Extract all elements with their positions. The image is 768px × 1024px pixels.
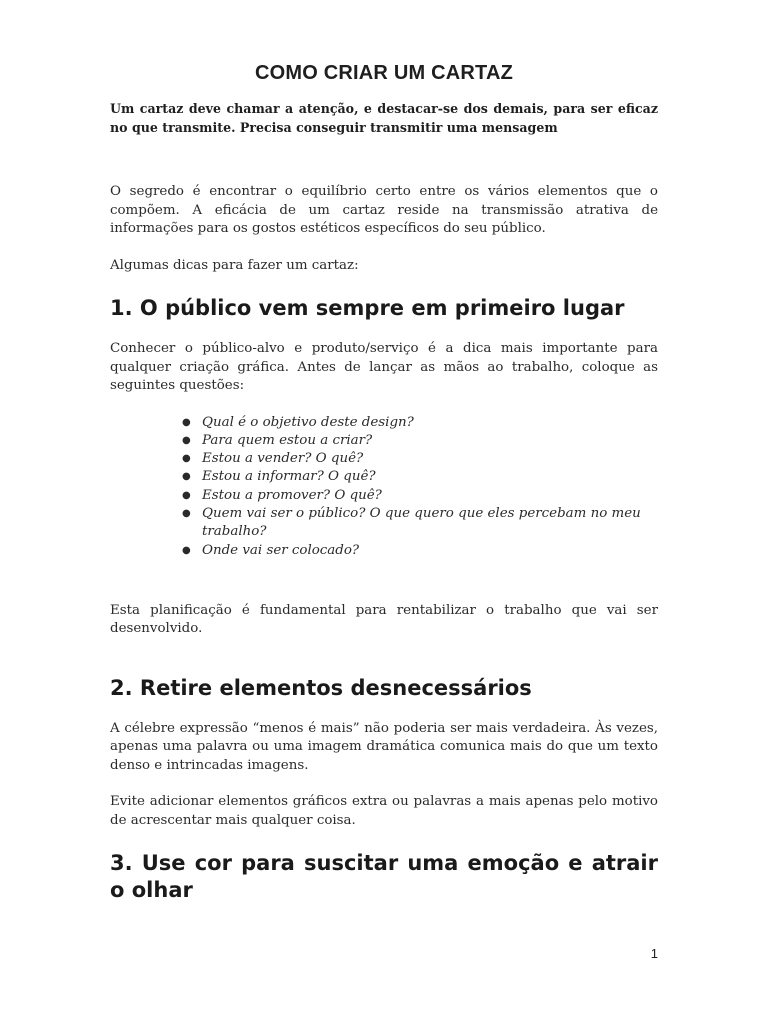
list-item bbox=[182, 542, 658, 560]
bullet-icon: ● bbox=[182, 471, 191, 483]
paragraph-audience: Conhecer o público-alvo e produto/serviço é a dica mais importante para qualquer criação gráfica. Antes de lançar as mãos ao trabalho, coloque as seguintes questões: bbox=[110, 341, 658, 393]
list-item bbox=[182, 432, 658, 450]
paragraph-planning: Esta planificação é fundamental para rentabilizar o trabalho que vai ser desenvolvido. bbox=[110, 602, 658, 637]
question-list bbox=[110, 414, 658, 560]
list-item-text: Para quem estou a criar? bbox=[202, 432, 373, 448]
list-item-text: Qual é o objetivo deste design? bbox=[202, 414, 414, 430]
bullet-icon: ● bbox=[182, 453, 191, 465]
list-item bbox=[182, 487, 658, 505]
paragraph-secret: O segredo é encontrar o equilíbrio certo entre os vários elementos que o compõem. A eficácia de um cartaz reside na transmissão atrativa de informações para os gostos estéticos específicos do seu público. bbox=[110, 184, 658, 236]
section-heading-color: 3. Use cor para suscitar uma emoção e atrair o olhar bbox=[110, 851, 658, 903]
list-item-text: Onde vai ser colocado? bbox=[202, 542, 360, 558]
bullet-icon: ● bbox=[182, 489, 191, 501]
bullet-icon: ● bbox=[182, 544, 191, 556]
list-item-text: Quem vai ser o público? O que quero que eles percebam no meu trabalho? bbox=[202, 505, 641, 540]
intro-text: Um cartaz deve chamar a atenção, e destacar-se dos demais, para ser eficaz no que transmite. Precisa conseguir transmitir uma mensagem bbox=[110, 101, 658, 135]
paragraph-avoid-extras: Evite adicionar elementos gráficos extra ou palavras a mais apenas pelo motivo de acrescentar mais qualquer coisa. bbox=[110, 794, 658, 828]
list-item bbox=[182, 414, 658, 432]
paragraph-tips-lead: Algumas dicas para fazer um cartaz: bbox=[110, 257, 359, 273]
list-item-text: Estou a promover? O quê? bbox=[202, 487, 382, 503]
bullet-icon: ● bbox=[182, 507, 191, 519]
list-item bbox=[182, 505, 658, 542]
section-heading-remove: 2. Retire elementos desnecessários bbox=[110, 675, 532, 700]
page-number: 1 bbox=[650, 946, 658, 961]
paragraph-less-is-more: A célebre expressão “menos é mais” não poderia ser mais verdadeira. Às vezes, apenas uma palavra ou uma imagem dramática comunica mais do que um texto denso e intrincadas imagens. bbox=[110, 720, 658, 773]
list-item-text: Estou a informar? O quê? bbox=[202, 469, 376, 485]
bullet-icon: ● bbox=[182, 416, 191, 428]
list-item-text: Estou a vender? O quê? bbox=[202, 451, 364, 467]
page-title: COMO CRIAR UM CARTAZ bbox=[254, 62, 514, 84]
bullet-icon: ● bbox=[182, 434, 191, 446]
list-item bbox=[182, 468, 658, 486]
list-item bbox=[182, 450, 658, 468]
section-heading-audience: 1. O público vem sempre em primeiro lugar bbox=[110, 296, 625, 320]
